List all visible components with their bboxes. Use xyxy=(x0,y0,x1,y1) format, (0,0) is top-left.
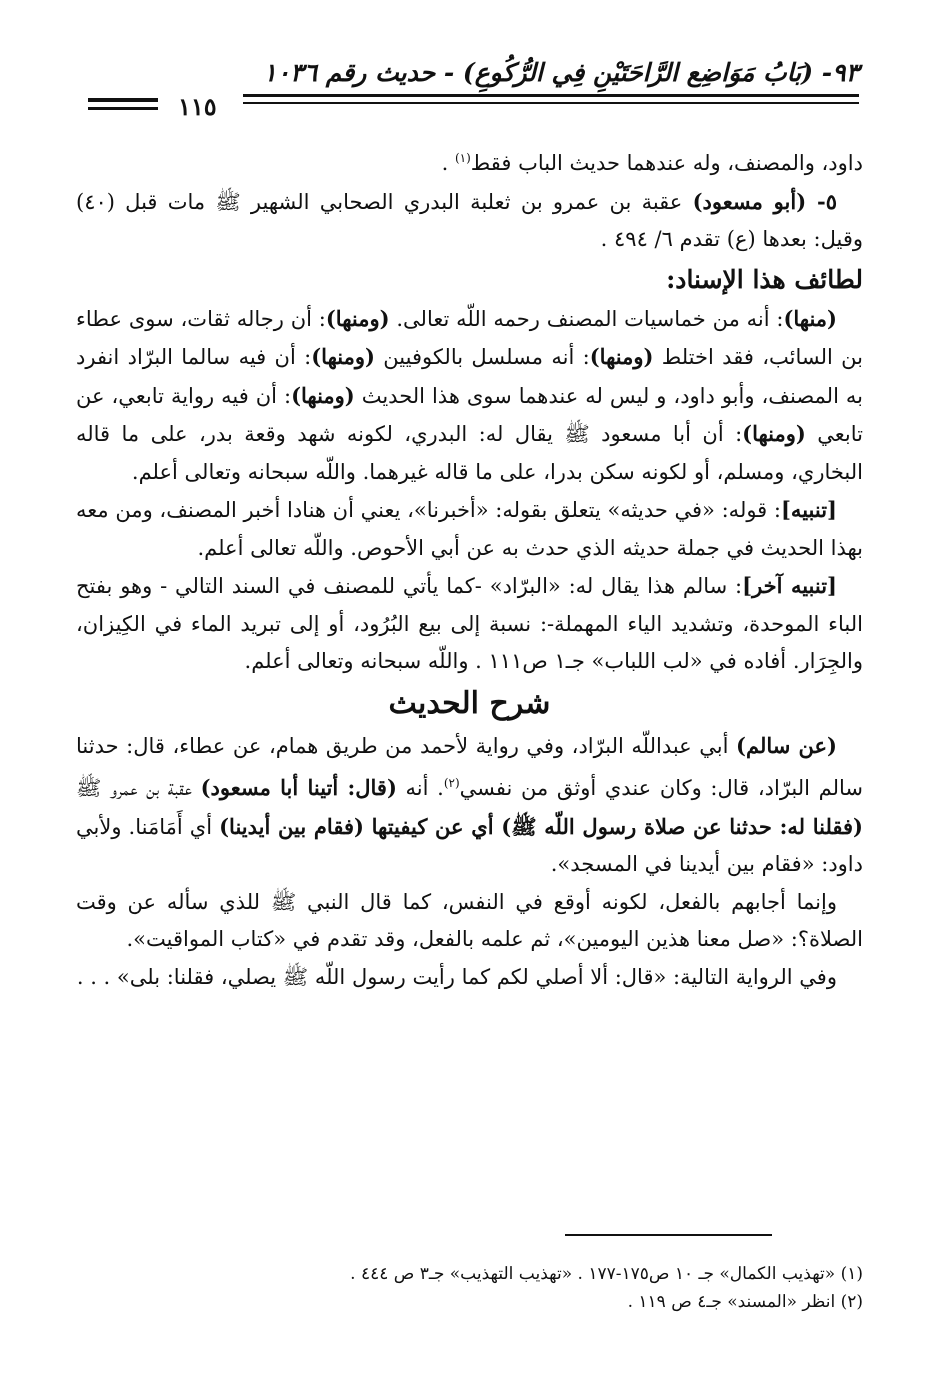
page-number-rule-top xyxy=(88,98,158,102)
footnote-divider xyxy=(565,1234,772,1236)
text: : أن أبا مسعود ﷺ يقال له: البدري، لكونه شهد وقعة بدر، على ما قاله البخاري، ومسلم، أو لكونه سكن بدرا، على ما قاله غيرهما. واللّه سبحانه وتعالى أعلم. xyxy=(76,422,863,484)
text: : أن فيه رواية تابعي، عن تابعي xyxy=(76,383,863,446)
paragraph xyxy=(76,567,863,681)
text: : سالم هذا يقال له: «البرّاد» -كما يأتي للمصنف في السند التالي - وهو بفتح الباء الموحدة، وتشديد الياء المهملة-: نسبة إلى بيع البُرُود، أو إلى تبريد الماء في الكِيزان، والجِرَار. أفاده في «لب اللباب» جـ١ ص١١١ . واللّه سبحانه وتعالى أعلم. xyxy=(76,574,863,673)
bold-term: (فقلنا له: حدثنا عن صلاة رسول اللّه ﷺ) أي عن كيفيتها (فقام بين أيدينا) xyxy=(219,813,863,839)
paragraph: داود، والمصنف، وله عندهما حديث الباب فقط$^{(١)}$ . xyxy=(441,151,863,175)
text: : أن رجاله ثقات، سوى عطاء بن السائب، فقد اختلط xyxy=(76,306,863,369)
paragraph: وفي الرواية التالية: «قال: ألا أصلي لكم كما رأيت رسول اللّه ﷺ يصلي، فقلنا: بلى» . . . xyxy=(76,964,837,989)
text: أبي عبداللّه البرّاد، وفي رواية لأحمد من طريق همام، عن عطاء، قال: حدثنا سالم البرّاد، قال: وكان عندي أوثق من نفسي xyxy=(76,733,863,800)
running-header xyxy=(88,58,859,128)
section-heading: لطائف هذا الإسناد: xyxy=(666,264,863,294)
paragraph xyxy=(76,727,863,884)
bold-term: (ومنها) xyxy=(311,344,375,369)
bold-term: (عن سالم) xyxy=(736,732,837,758)
chapter-title: ٩٣- (بَابُ مَوَاضِع الرَّاحَتَيْنِ فِي الرُّكُوعِ) - حديث رقم ١٠٣٦ xyxy=(263,58,859,87)
bold-term: (ومنها) xyxy=(291,382,355,408)
footnote: (٢) انظر «المسند» جـ٤ ص ١١٩ . xyxy=(627,1292,863,1312)
section-heading: شرح الحديث xyxy=(388,685,551,721)
paragraph xyxy=(76,183,863,259)
text: : أنه من خماسيات المصنف رحمه اللّه تعالى. xyxy=(389,306,784,331)
bold-term: [تنبيه آخر] xyxy=(742,573,837,598)
text: عقبة بن عمرو ﷺ xyxy=(76,776,201,800)
page-body xyxy=(76,140,863,996)
bold-term: (ومنها) xyxy=(589,344,654,369)
bold-term: (ومنها) xyxy=(742,421,806,446)
text: داود، والمصنف، وله عندهما حديث الباب فقط xyxy=(470,151,863,175)
text: : قوله: «في حديثه» يتعلق بقوله: «أخبرنا»، يعني أن هنادا أخبر المصنف، ومن معه بهذا الحديث في جملة حديثه الذي حدث به عن أبي الأحوص. واللّه تعالى أعلم. xyxy=(76,498,863,560)
bold-term: (ومنها) xyxy=(325,305,390,331)
paragraph: وإنما أجابهم بالفعل، لكونه أوقع في النفس، كما قال النبي ﷺ للذي سأله عن وقت الصلاة؟: «صل معنا هذين اليومين»، ثم علمه بالفعل، وقد تقدم في «كتاب المواقيت». xyxy=(76,889,863,951)
text: : أنه مسلسل بالكوفيين xyxy=(374,345,590,369)
text: عقبة بن عمرو بن ثعلبة البدري الصحابي الشهير ﷺ مات قبل (٤٠) وقيل: بعدها (ع) تقدم ٦/ ٤٩٤ . xyxy=(76,189,863,251)
bold-term: ٥- (أبو مسعود) xyxy=(692,188,837,214)
footnotes xyxy=(76,1260,863,1316)
paragraph xyxy=(76,300,863,492)
text: أي أَمَامَنا. ولأبي داود: «فقام بين أيدينا في المسجد». xyxy=(76,814,863,876)
text: : أن فيه سالما البرّاد انفرد به المصنف، وأبو داود، و ليس له عندهما سوى هذا الحديث xyxy=(76,345,863,408)
page-number: ١١٥ xyxy=(178,92,217,121)
bold-term: (قال: أتينا أبا مسعود) xyxy=(200,775,397,800)
header-rule-bottom xyxy=(243,102,859,104)
paragraph xyxy=(76,491,863,567)
bold-term: [تنبيه] xyxy=(781,497,837,522)
footnote-ref: (١) xyxy=(454,151,471,165)
page-number-rule-bottom xyxy=(88,107,158,110)
header-rule-top xyxy=(243,94,859,97)
text: . أنه xyxy=(396,776,444,800)
bold-term: (منها) xyxy=(783,305,837,331)
footnote-ref: (٢) xyxy=(443,776,460,790)
footnote: (١) «تهذيب الكمال» جـ ١٠ ص١٧٥-١٧٧ . «تهذيب التهذيب» جـ٣ ص ٤٤٤ . xyxy=(350,1264,863,1284)
